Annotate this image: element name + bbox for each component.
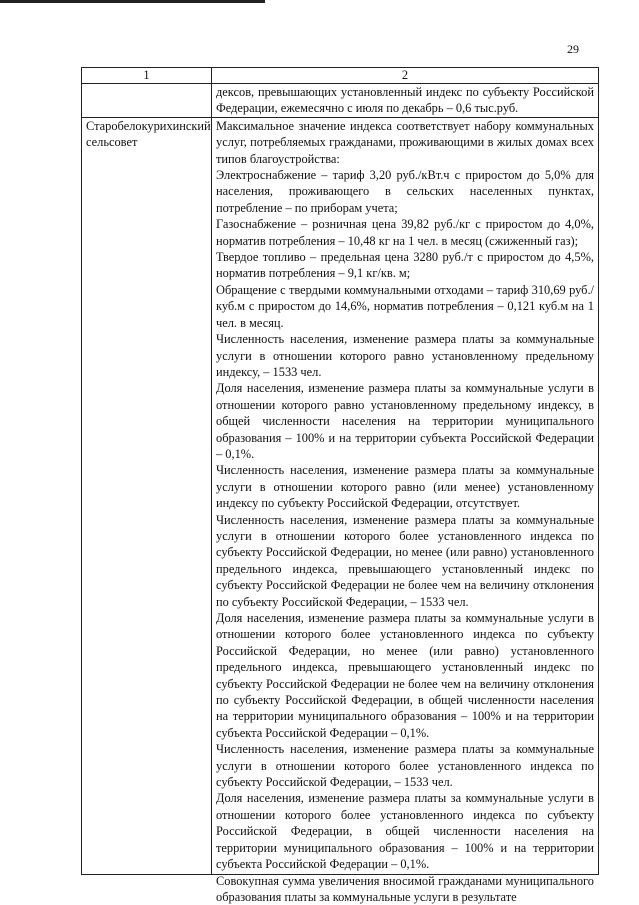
- scan-edge-mark: [0, 0, 265, 3]
- paragraph: Численность населения, изменение размера платы за коммунальные услуги в отношении которого более установленного индекса по субъекту Российской Федерации, но менее (или равно) установленного предельного индекса, превышающего установленный индекс по субъекту Российской Федерации не более чем на величину отклонения по субъекту Российской Федерации, – 1533 чел.: [216, 512, 594, 609]
- paragraph: Доля населения, изменение размера платы за коммунальные услуги в отношении которого равно установленному предельному индексу, в общей численности населения на территории муниципального образования – 100% и на территории субъекта Российской Федерации – 0,1%.: [216, 381, 594, 461]
- tariff-table: [81, 67, 599, 904]
- paragraph: Численность населения, изменение размера платы за коммунальные услуги в отношении которого равно (или менее) установленному индексу по субъекту Российской Федерации, отсутствует.: [216, 463, 594, 511]
- municipality-details: [212, 117, 599, 904]
- table-header-row: [82, 68, 599, 84]
- municipality-row: [82, 117, 599, 874]
- continuation-empty-cell: [82, 84, 212, 118]
- paragraph: Газоснабжение – розничная цена 39,82 руб./кг с приростом до 4,0%, норматив потребления – 10,48 кг на 1 чел. в месяц (сжиженный газ);: [216, 217, 594, 248]
- municipality-name: Старобелокурихинский сельсовет: [82, 117, 212, 874]
- paragraph: Твердое топливо – предельная цена 3280 руб./т с приростом до 4,5%, норматив потребления – 9,1 кг/кв. м;: [216, 250, 594, 281]
- paragraph: Численность населения, изменение размера платы за коммунальные услуги в отношении которого более установленного индекса по субъекту Российской Федерации, – 1533 чел.: [216, 742, 594, 790]
- header-col-2: 2: [212, 68, 599, 84]
- paragraph: Обращение с твердыми коммунальными отходами – тариф 310,69 руб./куб.м с приростом до 14,6%, норматив потребления – 0,121 куб.м на 1 чел. в месяц.: [216, 282, 594, 330]
- continuation-text: дексов, превышающих установленный индекс по субъекту Российской Федерации, ежемесячно с июля по декабрь – 0,6 тыс.руб.: [212, 84, 599, 118]
- paragraph: Электроснабжение – тариф 3,20 руб./кВт.ч с приростом до 5,0% для населения, проживающего в сельских населенных пунктах, потребление – по приборам учета;: [216, 168, 594, 215]
- paragraph: Численность населения, изменение размера платы за коммунальные услуги в отношении которого равно установленному предельному индексу, – 1533 чел.: [216, 332, 594, 379]
- paragraphs-container: [216, 118, 594, 904]
- continuation-row: [82, 84, 599, 118]
- paragraph: Совокупная сумма увеличения вносимой гражданами муниципального образования платы за коммунальные услуги в результате: [216, 873, 594, 904]
- paragraph: Максимальное значение индекса соответствует набору коммунальных услуг, потребляемых гражданами, проживающими в жилых домах всех типов благоустройства:: [216, 118, 594, 166]
- paragraph: Доля населения, изменение размера платы за коммунальные услуги в отношении которого более установленного индекса по субъекту Российской Федерации, в общей численности населения на территории муниципального образования – 100% и на территории субъекта Российской Федерации – 0,1%.: [216, 791, 594, 872]
- header-col-1: 1: [82, 68, 212, 84]
- paragraph: Доля населения, изменение размера платы за коммунальные услуги в отношении которого более установленного индекса по субъекту Российской Федерации, но менее (или равно) установленного предельного индекса, превышающего установленный индекс по субъекту Российской Федерации не более чем на величину отклонения по субъекту Российской Федерации, в общей численности населения на территории муниципального образования – 100% и на территории субъекта Российской Федерации – 0,1%.: [216, 611, 594, 740]
- page-number: 29: [567, 42, 579, 56]
